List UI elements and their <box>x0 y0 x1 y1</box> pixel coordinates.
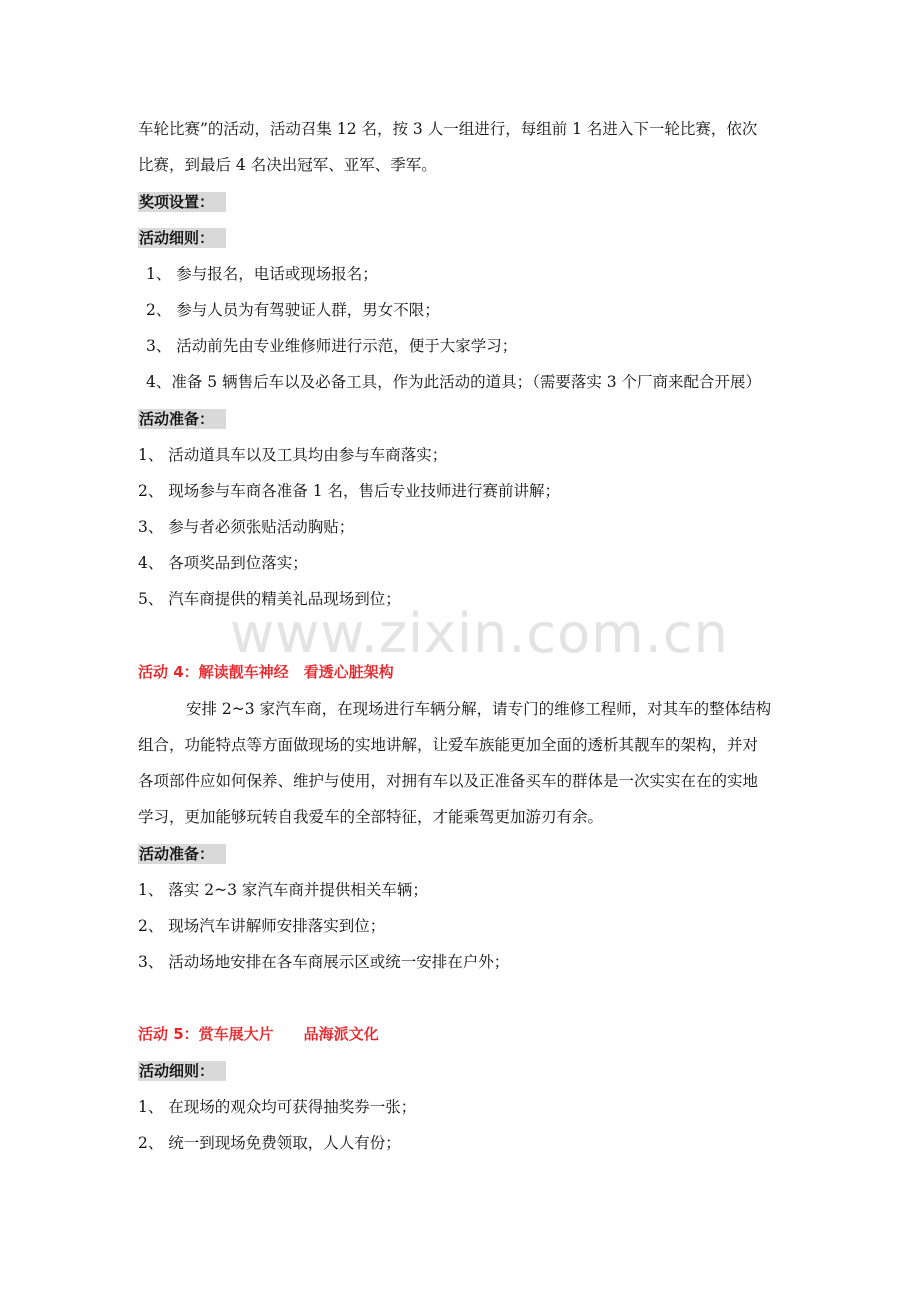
prep-item-5: 5、 汽车商提供的精美礼品现场到位； <box>138 590 401 608</box>
activity-4-prep-item-2: 2、 现场汽车讲解师安排落实到位； <box>138 917 386 935</box>
activity-prep-heading: 活动准备： <box>138 409 226 429</box>
activity-4-prep-heading: 活动准备： <box>138 844 226 864</box>
prep-item-2: 2、 现场参与车商各准备 1 名，售后专业技师进行赛前讲解； <box>138 482 561 500</box>
activity-4-paragraph-line-4: 学习，更加能够玩转自我爱车的全部特征，才能乘驾更加游刃有余。 <box>138 808 604 826</box>
activity-4-prep-item-1: 1、 落实 2~3 家汽车商并提供相关车辆； <box>138 881 428 899</box>
activity-5-rules-heading: 活动细则： <box>138 1061 226 1081</box>
activity-4-title: 活动 4：解读靓车神经 看透心脏架构 <box>138 663 394 681</box>
activity-5-title: 活动 5：赏车展大片 品海派文化 <box>138 1025 379 1043</box>
activity-4-paragraph-line-2: 组合，功能特点等方面做现场的实地讲解，让爱车族能更加全面的透析其靓车的架构，并对 <box>138 736 759 754</box>
activity-4-paragraph-line-1: 安排 2~3 家汽车商，在现场进行车辆分解，请专门的维修工程师，对其车的整体结构 <box>186 700 772 718</box>
activity-4-paragraph-line-3: 各项部件应如何保养、维护与使用，对拥有车以及正准备买车的群体是一次实实在在的实地 <box>138 772 759 790</box>
activity-5-rules-item-2: 2、 统一到现场免费领取，人人有份； <box>138 1134 401 1152</box>
prep-item-3: 3、 参与者必须张贴活动胸贴； <box>138 518 355 536</box>
intro-line-2: 比赛，到最后 4 名决出冠军、亚军、季军。 <box>138 156 437 174</box>
rules-item-2: 2、 参与人员为有驾驶证人群，男女不限； <box>146 301 440 319</box>
activity-4-prep-item-3: 3、 活动场地安排在各车商展示区或统一安排在户外； <box>138 953 510 971</box>
rules-item-3: 3、 活动前先由专业维修师进行示范，便于大家学习； <box>146 337 518 355</box>
activity-5-rules-item-1: 1、 在现场的观众均可获得抽奖券一张； <box>138 1098 417 1116</box>
intro-line-1: 车轮比赛”的活动，活动召集 12 名，按 3 人一组进行，每组前 1 名进入下一轮比赛，依次 <box>138 120 758 138</box>
rules-item-1: 1、 参与报名，电话或现场报名； <box>146 265 378 283</box>
prize-settings-heading: 奖项设置： <box>138 192 226 212</box>
watermark: www.zixin.com.cn <box>230 602 729 665</box>
rules-item-4: 4、准备 5 辆售后车以及必备工具，作为此活动的道具；（需要落实 3 个厂商来配合开展） <box>146 373 762 391</box>
prep-item-1: 1、 活动道具车以及工具均由参与车商落实； <box>138 446 448 464</box>
prep-item-4: 4、 各项奖品到位落实； <box>138 554 308 572</box>
activity-rules-heading: 活动细则： <box>138 228 226 248</box>
